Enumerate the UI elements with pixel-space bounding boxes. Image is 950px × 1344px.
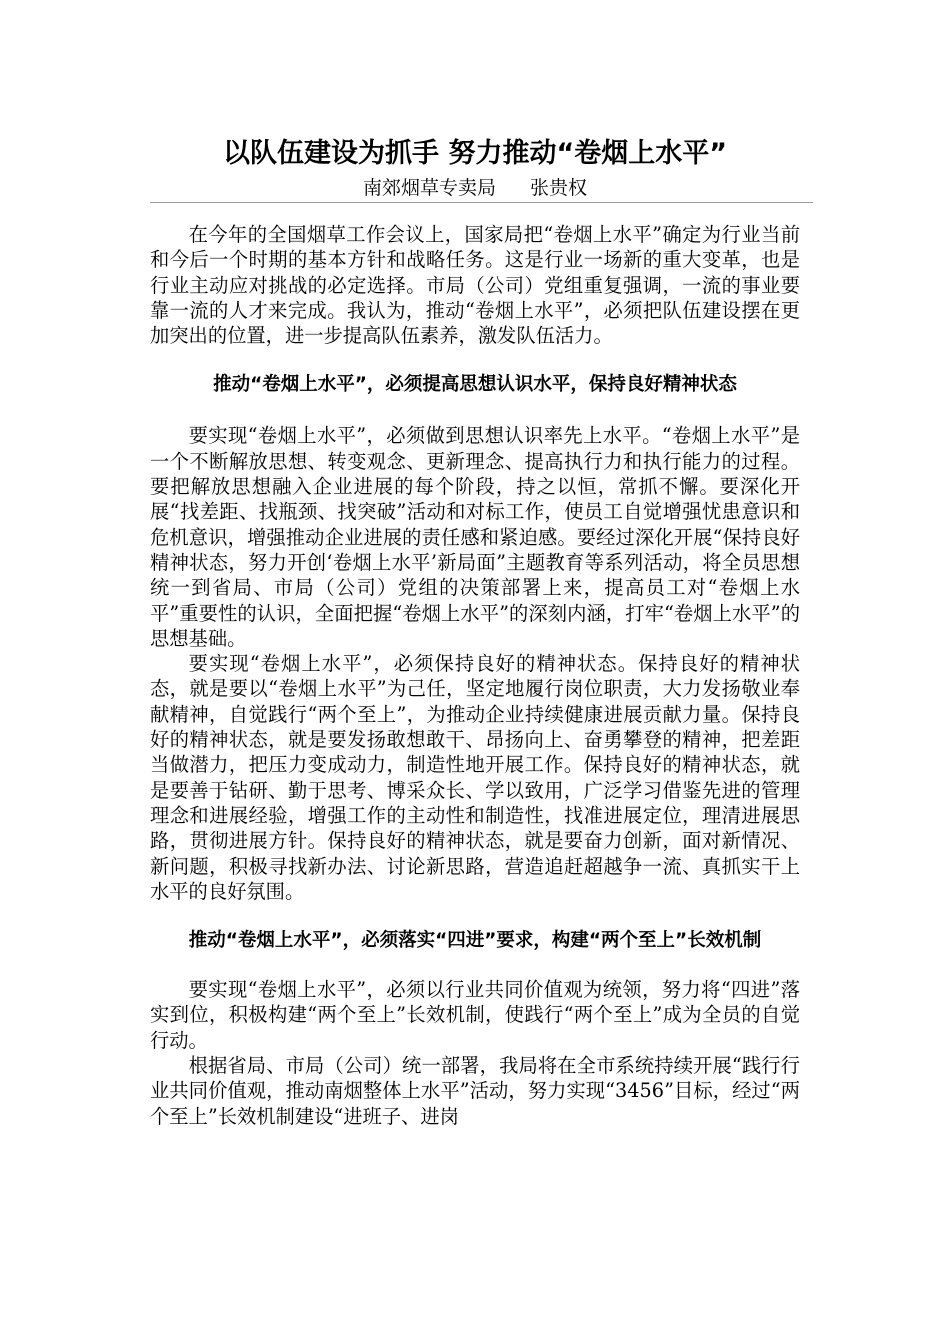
section-heading: 推动“卷烟上水平”，必须落实“四进”要求，构建“两个至上”长效机制: [188, 930, 762, 952]
byline: [150, 176, 800, 200]
byline-author: 张贵权: [530, 177, 588, 199]
intro-paragraph: 在今年的全国烟草工作会议上，国家局把“卷烟上水平”确定为行业当前和今后一个时期的基本方针和战略任务。这是行业一场新的重大变革，也是行业主动应对挑战的必定选择。市局（公司）党组重复强调，一流的事业要靠一流的人才来完成。我认为，推动“卷烟上水平”，必须把队伍建设摆在更加突出的位置，进一步提高队伍素养，激发队伍活力。: [150, 223, 800, 348]
body-paragraph: 要实现“卷烟上水平”，必须以行业共同价值观为统领，努力将“四进”落实到位，积极构建“两个至上”长效机制，使践行“两个至上”成为全员的自觉行动。: [150, 978, 800, 1052]
byline-organization: 南郊烟草专卖局: [362, 177, 496, 199]
header-divider: [150, 202, 813, 203]
body-paragraph: 根据省局、市局（公司）统一部署，我局将在全市系统持续开展“践行行业共同价值观，推动南烟整体上水平”活动，努力实现“3456”目标，经过“两个至上”长效机制建设“进班子、进岗: [150, 1054, 800, 1128]
document-title: 以队伍建设为抓手 努力推动“卷烟上水平”: [223, 138, 727, 169]
section-heading: 推动“卷烟上水平”，必须提高思想认识水平，保持良好精神状态: [213, 374, 737, 396]
body-paragraph: 要实现“卷烟上水平”，必须保持良好的精神状态。保持良好的精神状态，就是要以“卷烟上水平”为己任，坚定地履行岗位职责，大力发扬敬业奉献精神，自觉践行“两个至上”，为推动企业持续健康进展贡献力量。保持良好的精神状态，就是要发扬敢想敢干、昂扬向上、奋勇攀登的精神，把差距当做潜力，把压力变成动力，制造性地开展工作。保持良好的精神状态，就是要善于钻研、勤于思考、博采众长、学以致用，广泛学习借鉴先进的管理理念和进展经验，增强工作的主动性和制造性，找准进展定位，理清进展思路，贯彻进展方针。保持良好的精神状态，就是要奋力创新，面对新情况、新问题，积极寻找新办法、讨论新思路，营造追赶超越争一流、真抓实干上水平的良好氛围。: [150, 652, 800, 903]
body-paragraph: 要实现“卷烟上水平”，必须做到思想认识率先上水平。“卷烟上水平”是一个不断解放思想、转变观念、更新理念、提高执行力和执行能力的过程。要把解放思想融入企业进展的每个阶段，持之以恒，常抓不懈。要深化开展“找差距、找瓶颈、找突破”活动和对标工作，使员工自觉增强忧患意识和危机意识，增强推动企业进展的责任感和紧迫感。要经过深化开展“保持良好精神状态，努力开创‘卷烟上水平’新局面”主题教育等系列活动，将全员思想统一到省局、市局（公司）党组的决策部署上来，提高员工对“卷烟上水平”重要性的认识，全面把握“卷烟上水平”的深刻内涵，打牢“卷烟上水平”的思想基础。: [150, 424, 800, 650]
article-body: [150, 222, 800, 1129]
